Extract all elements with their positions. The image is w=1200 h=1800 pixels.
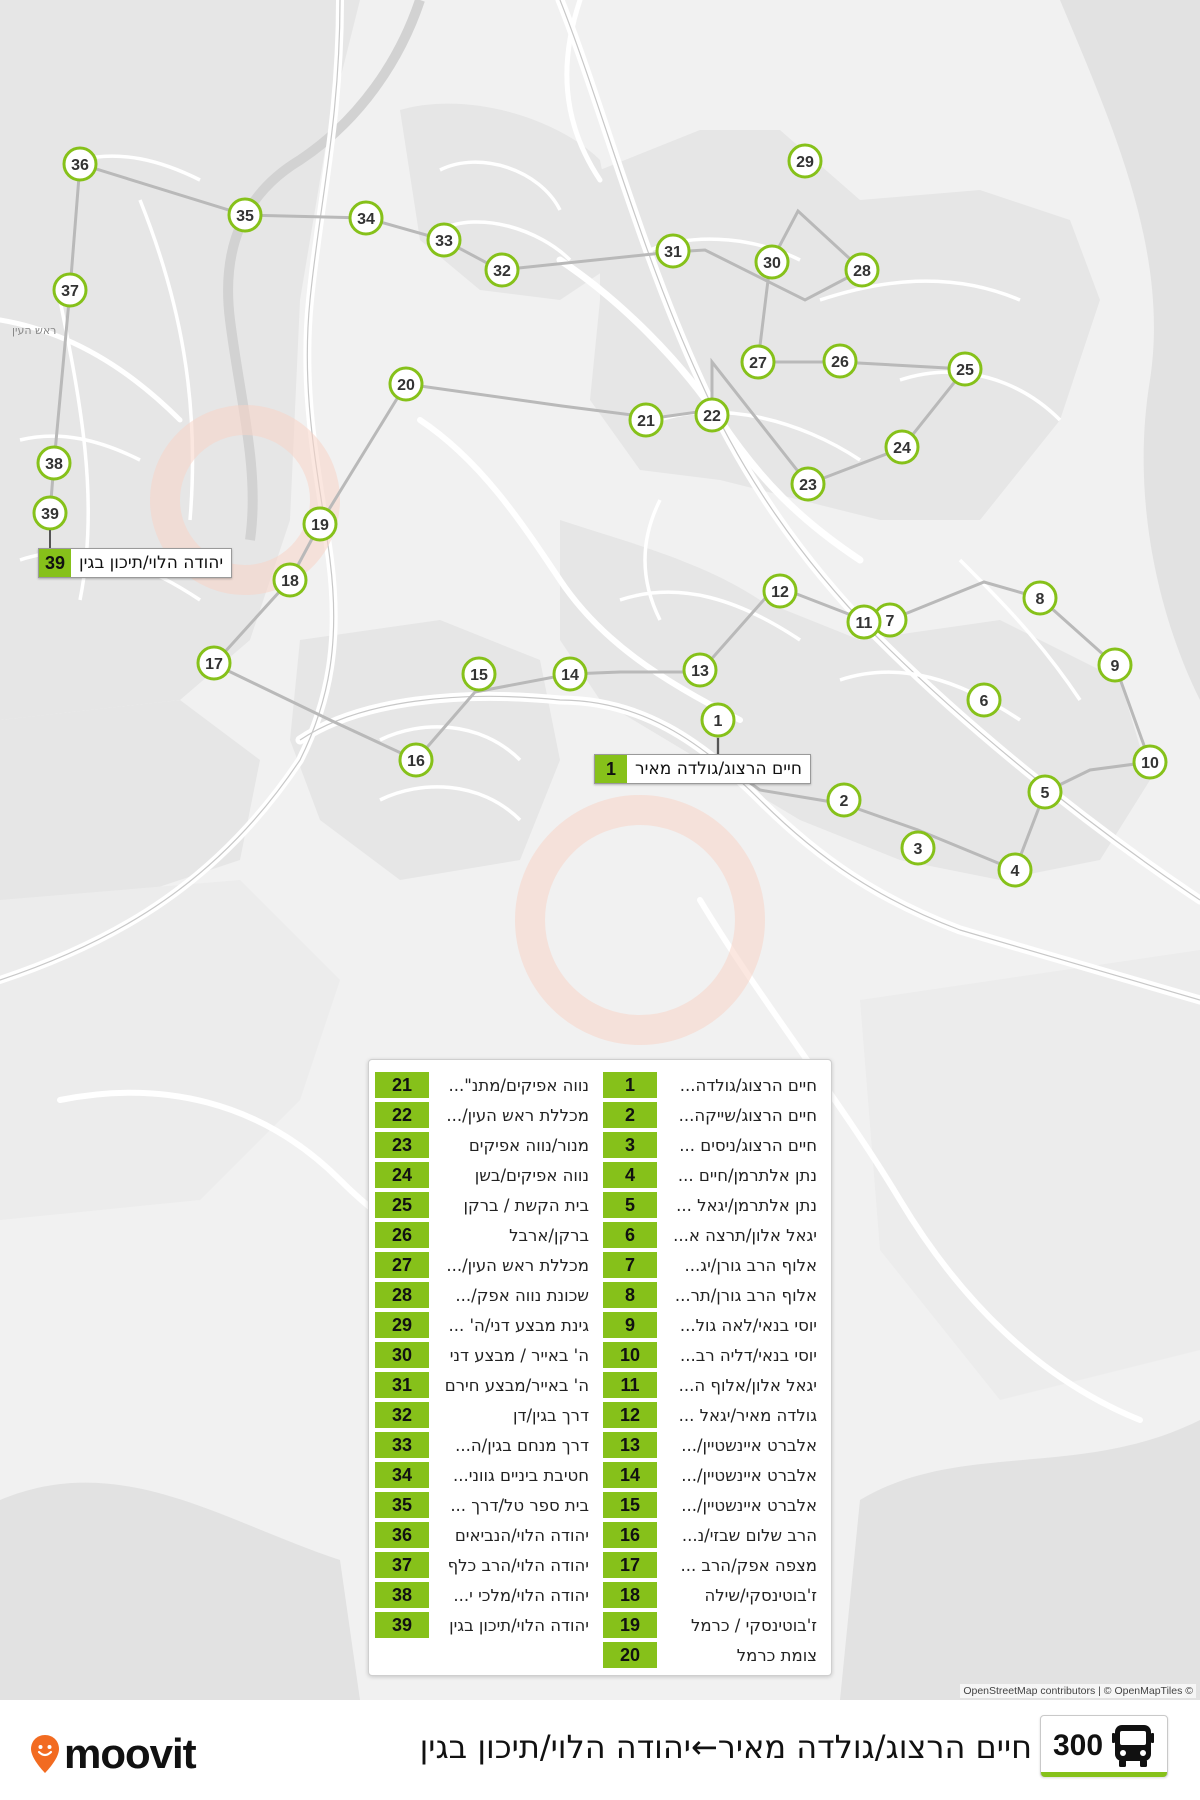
legend-stop-name: נתן אלתרמן/יגאל ...: [676, 1195, 817, 1215]
legend-stop-number: 8: [603, 1282, 657, 1308]
stop-marker-26[interactable]: [824, 345, 856, 377]
legend-stop-number: 9: [603, 1312, 657, 1338]
stop-marker-number: 23: [799, 477, 817, 494]
legend-stop-name: חטיבת ביניים גווני...: [452, 1465, 589, 1485]
stop-marker-1[interactable]: [702, 704, 734, 736]
legend-stop-number: 36: [375, 1522, 429, 1548]
legend-stop-name: נתן אלתרמן/חיים ...: [677, 1165, 817, 1185]
legend-stop-number: 12: [603, 1402, 657, 1428]
stop-marker-number: 19: [311, 517, 329, 534]
legend-row[interactable]: [603, 1130, 825, 1160]
stop-marker-20[interactable]: [390, 368, 422, 400]
legend-stop-number: 35: [375, 1492, 429, 1518]
legend-stop-number: 38: [375, 1582, 429, 1608]
stop-marker-24[interactable]: [886, 431, 918, 463]
place-label: ראש העין: [12, 324, 57, 337]
legend-row[interactable]: [603, 1190, 825, 1220]
stop-marker-number: 35: [236, 208, 254, 225]
stop-marker-number: 13: [691, 663, 709, 680]
moovit-pin-icon: [30, 1734, 60, 1774]
stop-marker-9[interactable]: [1099, 649, 1131, 681]
legend-row[interactable]: [375, 1100, 597, 1130]
stop-marker-number: 9: [1110, 658, 1120, 675]
legend-stop-name: יהודה הלוי/הרב כלף: [447, 1555, 589, 1575]
moovit-wordmark: moovit: [64, 1730, 196, 1777]
stop-marker-11[interactable]: [848, 606, 880, 638]
legend-stop-number: 25: [375, 1192, 429, 1218]
legend-row[interactable]: [375, 1160, 597, 1190]
stop-marker-25[interactable]: [949, 353, 981, 385]
stop-marker-number: 37: [61, 283, 79, 300]
legend-row[interactable]: [375, 1130, 597, 1160]
legend-row[interactable]: [603, 1610, 825, 1640]
stop-marker-number: 30: [763, 255, 781, 272]
legend-row[interactable]: [603, 1430, 825, 1460]
stop-marker-number: 25: [956, 362, 974, 379]
stop-marker-19[interactable]: [304, 508, 336, 540]
legend-row[interactable]: [375, 1520, 597, 1550]
legend-stop-name: אלברט איינשטיין/...: [681, 1495, 817, 1515]
stop-marker-number: 5: [1040, 785, 1050, 802]
legend-stop-name: יהודה הלוי/מלכי י...: [453, 1585, 589, 1605]
stop-marker-29[interactable]: [789, 145, 821, 177]
legend-stop-name: יגאל אלון/תרצה א...: [673, 1225, 817, 1245]
stop-marker-number: 10: [1141, 755, 1159, 772]
end-callout-name: יהודה הלוי/תיכון בגין: [79, 553, 224, 573]
legend-row[interactable]: [603, 1400, 825, 1430]
end-callout-stem: [49, 530, 51, 550]
legend-stop-number: 17: [603, 1552, 657, 1578]
legend-row[interactable]: [603, 1250, 825, 1280]
legend-stop-number: 5: [603, 1192, 657, 1218]
stop-marker-number: 26: [831, 354, 849, 371]
legend-stop-number: 34: [375, 1462, 429, 1488]
stop-marker-number: 39: [41, 506, 59, 523]
legend-stop-name: צומת כרמל: [736, 1645, 817, 1665]
stop-marker-number: 11: [855, 615, 873, 632]
legend-row[interactable]: [375, 1310, 597, 1340]
stop-marker-30[interactable]: [756, 246, 788, 278]
legend-row[interactable]: [603, 1160, 825, 1190]
legend-stop-name: יהודה הלוי/הנביאים: [454, 1525, 589, 1545]
legend-stop-number: 19: [603, 1612, 657, 1638]
legend-stop-number: 20: [603, 1642, 657, 1668]
legend-stop-name: אלברט איינשטיין/...: [681, 1435, 817, 1455]
legend-stop-name: מצפה אפק/הרב ...: [680, 1555, 817, 1575]
stop-marker-21[interactable]: [630, 404, 662, 436]
legend-stop-name: ברקן/ארבל: [509, 1225, 589, 1245]
legend-stop-number: 27: [375, 1252, 429, 1278]
stop-marker-number: 7: [885, 613, 895, 630]
legend-stop-number: 30: [375, 1342, 429, 1368]
legend-stop-number: 32: [375, 1402, 429, 1428]
legend-stop-name: דרך מנחם בגין/ה...: [455, 1435, 589, 1455]
stop-marker-28[interactable]: [846, 254, 878, 286]
stop-marker-15[interactable]: [463, 658, 495, 690]
legend-stop-name: מנור/נווה אפיקים: [468, 1135, 589, 1155]
stop-marker-number: 33: [435, 233, 453, 250]
legend-stop-number: 18: [603, 1582, 657, 1608]
legend-stop-number: 7: [603, 1252, 657, 1278]
legend-stop-number: 6: [603, 1222, 657, 1248]
stop-marker-3[interactable]: [902, 832, 934, 864]
legend-stop-number: 2: [603, 1102, 657, 1128]
stop-marker-14[interactable]: [554, 658, 586, 690]
legend-stop-name: גולדה מאיר/יגאל ...: [678, 1405, 817, 1425]
legend-stop-name: אלוף הרב גורן/יג...: [684, 1255, 817, 1275]
stop-marker-number: 8: [1035, 591, 1045, 608]
stop-marker-37[interactable]: [54, 274, 86, 306]
stop-marker-number: 31: [664, 244, 682, 261]
legend-stop-name: אלוף הרב גורן/תר...: [674, 1285, 817, 1305]
stop-marker-8[interactable]: [1024, 582, 1056, 614]
legend-stop-name: מכללת ראש העין/...: [446, 1255, 589, 1275]
legend-stop-name: הרב שלום שבזי/נ...: [681, 1525, 817, 1545]
legend-row[interactable]: [603, 1580, 825, 1610]
legend-column-left: [375, 1070, 597, 1640]
route-number: 300: [1052, 1729, 1104, 1762]
legend-stop-number: 11: [603, 1372, 657, 1398]
stop-marker-number: 34: [357, 211, 375, 228]
stop-marker-number: 24: [893, 440, 911, 457]
legend-row[interactable]: [375, 1460, 597, 1490]
end-callout-number: 39: [39, 549, 71, 577]
start-callout[interactable]: [594, 754, 811, 784]
legend-stop-name: ה' באייר/מבצע חירם: [444, 1375, 589, 1395]
legend-stop-name: גינת מבצע דני/ה' ...: [448, 1315, 589, 1335]
stop-marker-38[interactable]: [38, 447, 70, 479]
legend-stop-name: יגאל אלון/אלוף ה...: [678, 1375, 817, 1395]
stop-marker-number: 6: [979, 693, 989, 710]
legend-row[interactable]: [375, 1400, 597, 1430]
legend-row[interactable]: [603, 1280, 825, 1310]
legend-row[interactable]: [603, 1340, 825, 1370]
legend-row[interactable]: [375, 1190, 597, 1220]
legend-row[interactable]: [375, 1250, 597, 1280]
stop-marker-18[interactable]: [274, 564, 306, 596]
legend-stop-number: 4: [603, 1162, 657, 1188]
legend-stop-name: נווה אפיקים/מתנ"...: [448, 1075, 589, 1095]
stop-marker-31[interactable]: [657, 235, 689, 267]
stop-marker-27[interactable]: [742, 346, 774, 378]
legend-stop-number: 39: [375, 1612, 429, 1638]
legend-row[interactable]: [375, 1340, 597, 1370]
legend-row[interactable]: [603, 1640, 825, 1670]
stop-marker-17[interactable]: [198, 647, 230, 679]
stop-marker-number: 21: [637, 413, 655, 430]
stop-marker-number: 1: [713, 713, 723, 730]
legend-stop-name: ה' באייר / מבצע דני: [449, 1345, 589, 1365]
legend-row[interactable]: [603, 1460, 825, 1490]
stop-marker-number: 4: [1010, 863, 1020, 880]
stop-marker-16[interactable]: [400, 744, 432, 776]
legend-stop-name: ז'בוטינסקי / כרמל: [690, 1615, 817, 1635]
legend-stop-number: 29: [375, 1312, 429, 1338]
end-callout[interactable]: [38, 548, 232, 578]
legend-row[interactable]: [603, 1310, 825, 1340]
legend-row[interactable]: [603, 1520, 825, 1550]
start-callout-number: 1: [595, 755, 627, 783]
footer-bar: [0, 1700, 1200, 1800]
stop-marker-10[interactable]: [1134, 746, 1166, 778]
legend-row[interactable]: [375, 1370, 597, 1400]
stop-marker-number: 12: [771, 584, 789, 601]
stop-marker-34[interactable]: [350, 202, 382, 234]
legend-stop-name: יוסי בנאי/לאה גול...: [679, 1315, 817, 1335]
legend-row[interactable]: [603, 1100, 825, 1130]
legend-stop-number: 15: [603, 1492, 657, 1518]
stop-marker-5[interactable]: [1029, 776, 1061, 808]
legend-stop-name: יהודה הלוי/תיכון בגין: [449, 1615, 589, 1635]
legend-stop-number: 13: [603, 1432, 657, 1458]
legend-stop-number: 3: [603, 1132, 657, 1158]
legend-row[interactable]: [375, 1430, 597, 1460]
legend-stop-number: 24: [375, 1162, 429, 1188]
stop-marker-6[interactable]: [968, 684, 1000, 716]
legend-row[interactable]: [375, 1220, 597, 1250]
legend-row[interactable]: [375, 1490, 597, 1520]
legend-stop-number: 28: [375, 1282, 429, 1308]
legend-stop-number: 37: [375, 1552, 429, 1578]
stop-marker-2[interactable]: [828, 784, 860, 816]
legend-stop-name: אלברט איינשטיין/...: [681, 1465, 817, 1485]
stop-marker-number: 20: [397, 377, 415, 394]
stop-marker-22[interactable]: [696, 399, 728, 431]
stop-marker-13[interactable]: [684, 654, 716, 686]
stop-marker-number: 36: [71, 157, 89, 174]
bus-icon: [1111, 1723, 1155, 1769]
moovit-logo[interactable]: [30, 1730, 196, 1778]
route-title: חיים הרצוג/גולדה מאיר←יהודה הלוי/תיכון בגין: [419, 1728, 1032, 1766]
legend-stop-name: חיים הרצוג/גולדה...: [679, 1075, 817, 1095]
legend-stop-number: 23: [375, 1132, 429, 1158]
stop-marker-number: 17: [205, 656, 223, 673]
stop-marker-39[interactable]: [34, 497, 66, 529]
legend-row[interactable]: [603, 1070, 825, 1100]
legend-row[interactable]: [603, 1220, 825, 1250]
legend-stop-name: בית הקשת / ברקן: [463, 1195, 589, 1215]
stop-marker-number: 2: [839, 793, 849, 810]
stop-marker-12[interactable]: [764, 575, 796, 607]
legend-row[interactable]: [375, 1280, 597, 1310]
stop-marker-number: 15: [470, 667, 488, 684]
route-badge-accent: [1041, 1772, 1167, 1777]
legend-stop-name: בית ספר טל/דרך ...: [450, 1495, 589, 1515]
legend-stop-name: דרך בגין/דן: [512, 1405, 589, 1425]
stop-marker-36[interactable]: [64, 148, 96, 180]
legend-row[interactable]: [375, 1610, 597, 1640]
legend-row[interactable]: [603, 1550, 825, 1580]
legend-stop-name: שכונת נווה אפק/...: [455, 1285, 589, 1305]
stop-marker-35[interactable]: [229, 199, 261, 231]
legend-row[interactable]: [603, 1490, 825, 1520]
legend-column-right: [603, 1070, 825, 1670]
legend-row[interactable]: [375, 1070, 597, 1100]
legend-stop-number: 22: [375, 1102, 429, 1128]
route-badge[interactable]: [1040, 1715, 1168, 1777]
stop-marker-23[interactable]: [792, 468, 824, 500]
stop-marker-number: 29: [796, 154, 814, 171]
legend-stop-name: יוסי בנאי/דליה רב...: [680, 1345, 817, 1365]
legend-stop-name: ז'בוטינסקי/שילה: [704, 1585, 817, 1605]
map-attribution[interactable]: OpenStreetMap contributors | © OpenMapTiles ©: [960, 1684, 1196, 1698]
legend-stop-name: חיים הרצוג/ניסים ...: [679, 1135, 817, 1155]
legend-stop-number: 33: [375, 1432, 429, 1458]
stops-legend: [368, 1059, 832, 1676]
stop-marker-number: 3: [913, 841, 923, 858]
legend-stop-number: 1: [603, 1072, 657, 1098]
stop-marker-4[interactable]: [999, 854, 1031, 886]
legend-stop-number: 16: [603, 1522, 657, 1548]
legend-stop-name: מכללת ראש העין/...: [446, 1105, 589, 1125]
stop-marker-number: 27: [749, 355, 767, 372]
stop-marker-number: 28: [853, 263, 871, 280]
stop-marker-33[interactable]: [428, 224, 460, 256]
legend-stop-number: 21: [375, 1072, 429, 1098]
legend-row[interactable]: [603, 1370, 825, 1400]
start-callout-name: חיים הרצוג/גולדה מאיר: [635, 759, 802, 779]
legend-stop-name: חיים הרצוג/שייקה...: [678, 1105, 817, 1125]
stop-marker-number: 18: [281, 573, 299, 590]
stop-marker-number: 38: [45, 456, 63, 473]
legend-stop-number: 10: [603, 1342, 657, 1368]
legend-stop-name: נווה אפיקים/בשן: [474, 1165, 589, 1185]
legend-stop-number: 26: [375, 1222, 429, 1248]
legend-row[interactable]: [375, 1550, 597, 1580]
legend-stop-number: 31: [375, 1372, 429, 1398]
legend-row[interactable]: [375, 1580, 597, 1610]
legend-stop-number: 14: [603, 1462, 657, 1488]
stop-marker-number: 14: [561, 667, 579, 684]
stop-marker-number: 32: [493, 263, 511, 280]
stop-marker-32[interactable]: [486, 254, 518, 286]
stop-marker-number: 16: [407, 753, 425, 770]
stop-marker-number: 22: [703, 408, 721, 425]
